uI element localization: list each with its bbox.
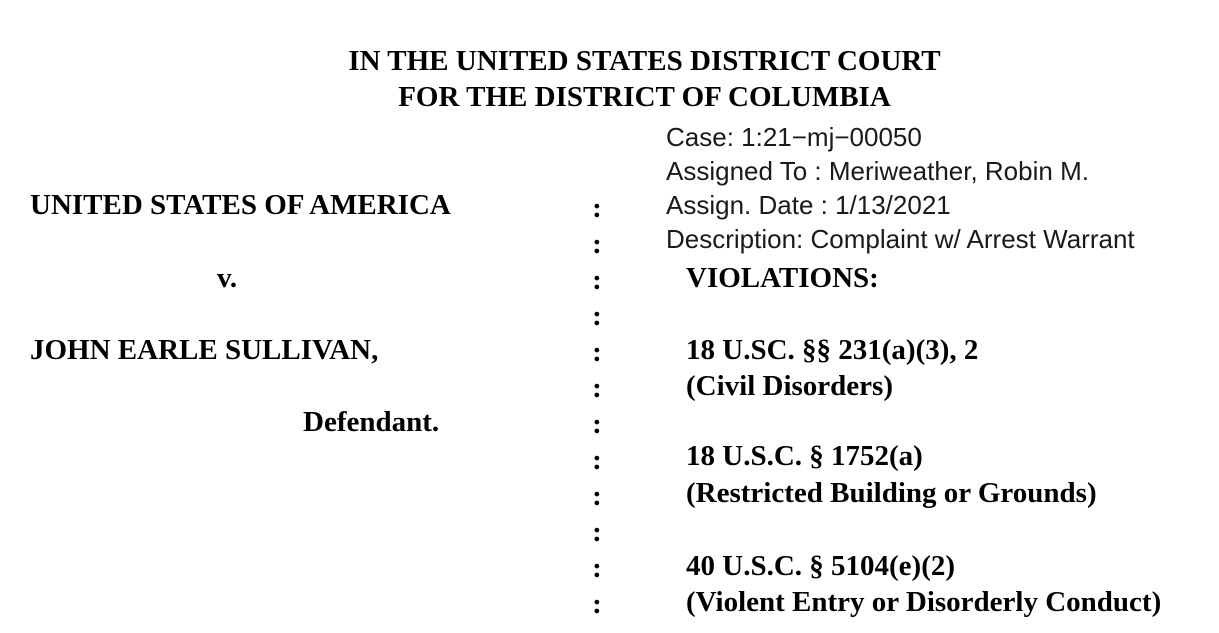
caption-colon: : bbox=[592, 444, 602, 476]
defendant-label: Defendant. bbox=[303, 406, 440, 438]
caption-colon: : bbox=[592, 300, 602, 332]
caption-colon: : bbox=[592, 372, 602, 404]
violation-statute: 18 U.S.C. § 1752(a) bbox=[686, 440, 923, 472]
versus-label: v. bbox=[217, 262, 238, 294]
violation-description: (Restricted Building or Grounds) bbox=[686, 477, 1097, 509]
violation-statute: 40 U.S.C. § 5104(e)(2) bbox=[686, 550, 956, 582]
case-description: Description: Complaint w/ Arrest Warrant bbox=[666, 224, 1135, 254]
assigned-to: Assigned To : Meriweather, Robin M. bbox=[666, 156, 1089, 186]
assign-date: Assign. Date : 1/13/2021 bbox=[666, 190, 951, 220]
caption-colon: : bbox=[592, 588, 602, 620]
case-number: Case: 1:21−mj−00050 bbox=[666, 122, 922, 152]
violations-heading: VIOLATIONS: bbox=[686, 262, 879, 294]
caption-colon: : bbox=[592, 264, 602, 296]
violation-description: (Violent Entry or Disorderly Conduct) bbox=[686, 586, 1162, 618]
caption-colon: : bbox=[592, 192, 602, 224]
court-title-line-2: FOR THE DISTRICT OF COLUMBIA bbox=[398, 81, 891, 113]
plaintiff-name: UNITED STATES OF AMERICA bbox=[30, 189, 451, 221]
violation-description: (Civil Disorders) bbox=[686, 370, 893, 402]
caption-colon: : bbox=[592, 552, 602, 584]
caption-colon: : bbox=[592, 516, 602, 548]
court-title-line-1: IN THE UNITED STATES DISTRICT COURT bbox=[348, 45, 941, 77]
caption-colon: : bbox=[592, 228, 602, 260]
defendant-name: JOHN EARLE SULLIVAN, bbox=[30, 334, 379, 366]
caption-colon: : bbox=[592, 336, 602, 368]
violation-statute: 18 U.SC. §§ 231(a)(3), 2 bbox=[686, 334, 979, 366]
caption-colon: : bbox=[592, 408, 602, 440]
caption-colon: : bbox=[592, 480, 602, 512]
